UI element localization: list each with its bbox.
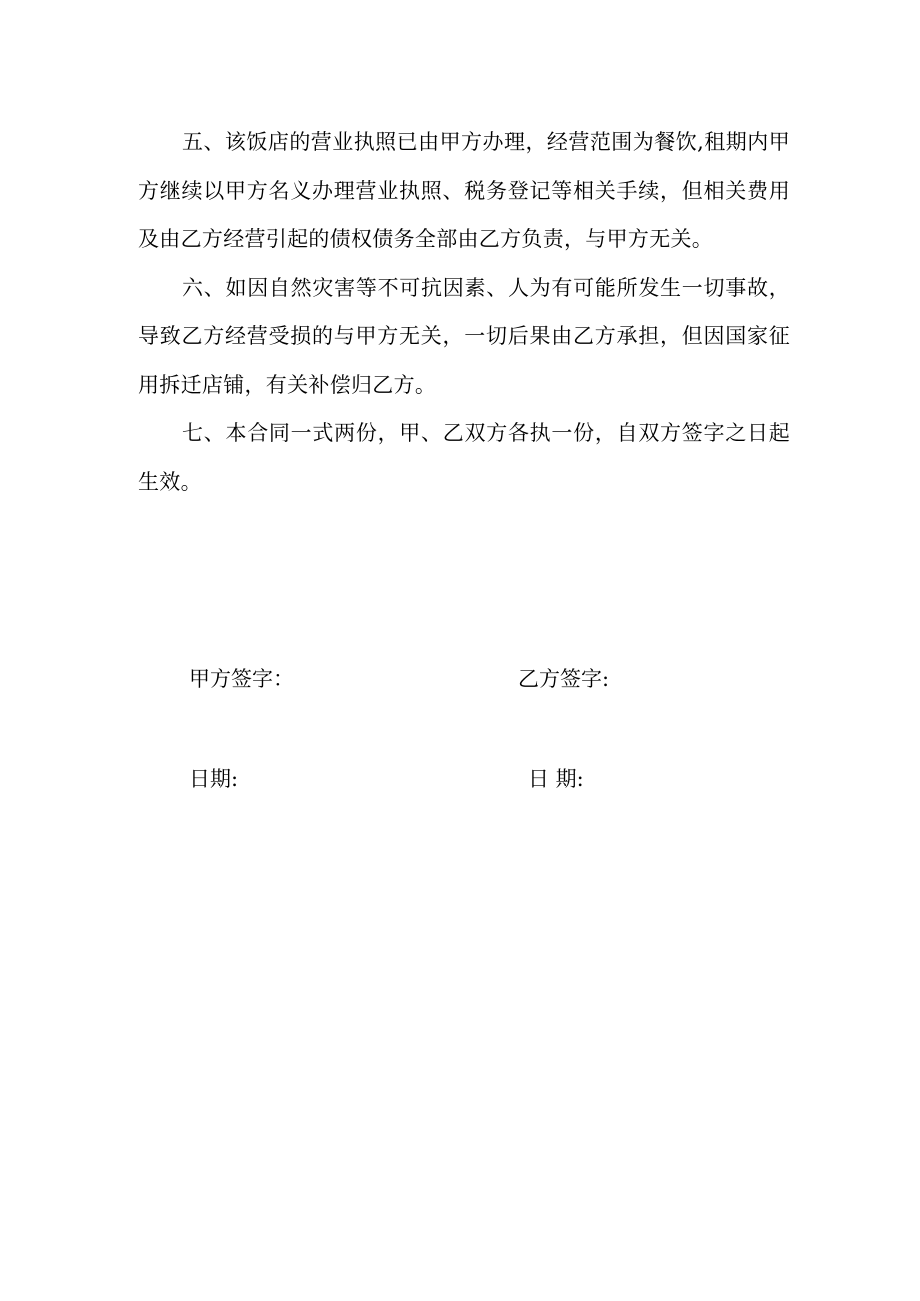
party-a-signature-label: 甲方签字： <box>189 667 294 691</box>
clause-6: 六、如因自然灾害等不可抗因素、人为有可能所发生一切事故，导致乙方经营受损的与甲方无关，一切后果由乙方承担，但因国家征用拆迁店铺，有关补偿归乙方。 <box>138 275 790 397</box>
contract-clauses <box>138 118 790 506</box>
clause-7: 七、本合同一式两份，甲、乙双方各执一份，自双方签字之日起生效。 <box>138 421 790 494</box>
party-a-date-label: 日期: <box>189 767 239 791</box>
party-b-signature-label: 乙方签字: <box>518 667 610 691</box>
party-b-date-label: 日 期: <box>528 767 584 791</box>
clause-5: 五、该饭店的营业执照已由甲方办理，经营范围为餐饮,租期内甲方继续以甲方名义办理营业执照、税务登记等相关手续，但相关费用及由乙方经营引起的债权债务全部由乙方负责，与甲方无关。 <box>138 130 790 251</box>
